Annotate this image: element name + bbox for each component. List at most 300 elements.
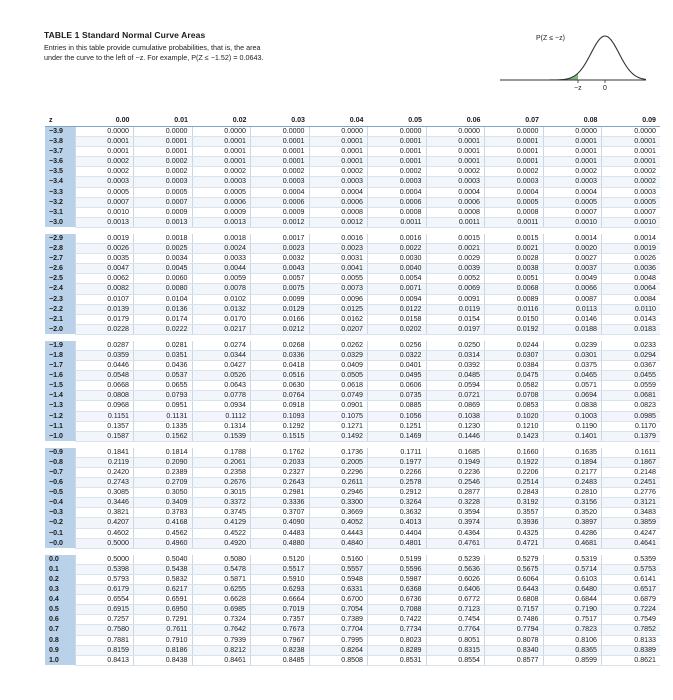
probability-cell: 0.6026 bbox=[426, 574, 485, 584]
probability-cell: 0.3409 bbox=[134, 498, 193, 508]
probability-cell: 0.1977 bbox=[368, 457, 427, 467]
table-row bbox=[45, 605, 660, 615]
column-header: 0.04 bbox=[309, 116, 368, 127]
table-row bbox=[45, 498, 660, 508]
probability-cell: 0.7517 bbox=[543, 615, 602, 625]
probability-cell: 0.1292 bbox=[251, 421, 310, 431]
probability-cell: 0.2981 bbox=[251, 488, 310, 498]
probability-cell: 0.4840 bbox=[309, 538, 368, 548]
probability-cell: 0.0256 bbox=[368, 341, 427, 351]
z-value-cell: −2.0 bbox=[45, 324, 75, 334]
probability-cell: 0.4247 bbox=[602, 528, 661, 538]
table-row bbox=[45, 625, 660, 635]
z-value-cell: 0.8 bbox=[45, 635, 75, 645]
probability-cell: 0.0301 bbox=[543, 350, 602, 360]
probability-cell: 0.7190 bbox=[543, 605, 602, 615]
probability-cell: 0.3783 bbox=[134, 508, 193, 518]
probability-cell: 0.0008 bbox=[368, 207, 427, 217]
probability-cell: 0.0110 bbox=[602, 304, 661, 314]
probability-cell: 0.0000 bbox=[485, 127, 544, 137]
probability-cell: 0.0001 bbox=[368, 147, 427, 157]
z-value-cell: −2.8 bbox=[45, 244, 75, 254]
probability-cell: 0.1660 bbox=[485, 448, 544, 458]
probability-cell: 0.0008 bbox=[309, 207, 368, 217]
probability-cell: 0.0007 bbox=[543, 207, 602, 217]
probability-cell: 0.4207 bbox=[75, 518, 134, 528]
probability-cell: 0.7764 bbox=[426, 625, 485, 635]
probability-cell: 0.0630 bbox=[251, 381, 310, 391]
probability-cell: 0.0071 bbox=[368, 284, 427, 294]
probability-cell: 0.0004 bbox=[543, 187, 602, 197]
probability-cell: 0.8531 bbox=[368, 655, 427, 665]
z-value-cell: −3.4 bbox=[45, 177, 75, 187]
probability-cell: 0.0007 bbox=[134, 197, 193, 207]
z-value-cell: 0.2 bbox=[45, 574, 75, 584]
probability-cell: 0.0055 bbox=[309, 274, 368, 284]
probability-cell: 0.0162 bbox=[309, 314, 368, 324]
probability-cell: 0.0102 bbox=[192, 294, 251, 304]
probability-cell: 0.1131 bbox=[134, 411, 193, 421]
table-row bbox=[45, 574, 660, 584]
probability-cell: 0.0089 bbox=[485, 294, 544, 304]
probability-cell: 0.7357 bbox=[251, 615, 310, 625]
probability-cell: 0.7910 bbox=[134, 635, 193, 645]
probability-cell: 0.0001 bbox=[309, 137, 368, 147]
table-row bbox=[45, 518, 660, 528]
probability-cell: 0.7549 bbox=[602, 615, 661, 625]
table-title bbox=[44, 30, 404, 40]
probability-cell: 0.7823 bbox=[543, 625, 602, 635]
probability-cell: 0.0001 bbox=[309, 157, 368, 167]
probability-cell: 0.0281 bbox=[134, 341, 193, 351]
probability-cell: 0.0005 bbox=[485, 197, 544, 207]
z-value-cell: −0.9 bbox=[45, 448, 75, 458]
probability-cell: 0.2206 bbox=[485, 468, 544, 478]
probability-cell: 0.0010 bbox=[602, 217, 661, 227]
probability-cell: 0.0104 bbox=[134, 294, 193, 304]
probability-cell: 0.8238 bbox=[251, 645, 310, 655]
z-value-cell: −0.7 bbox=[45, 468, 75, 478]
probability-cell: 0.7734 bbox=[368, 625, 427, 635]
probability-cell: 0.8554 bbox=[426, 655, 485, 665]
probability-cell: 0.0228 bbox=[75, 324, 134, 334]
probability-cell: 0.0001 bbox=[75, 137, 134, 147]
probability-cell: 0.0003 bbox=[485, 177, 544, 187]
probability-cell: 0.0045 bbox=[134, 264, 193, 274]
probability-cell: 0.0885 bbox=[368, 401, 427, 411]
probability-cell: 0.0000 bbox=[602, 127, 661, 137]
table-row bbox=[45, 361, 660, 371]
probability-cell: 0.0082 bbox=[75, 284, 134, 294]
probability-cell: 0.0019 bbox=[602, 244, 661, 254]
probability-cell: 0.3446 bbox=[75, 498, 134, 508]
probability-cell: 0.0062 bbox=[75, 274, 134, 284]
probability-cell: 0.0113 bbox=[543, 304, 602, 314]
probability-cell: 0.6700 bbox=[309, 595, 368, 605]
probability-cell: 0.0017 bbox=[251, 234, 310, 244]
probability-cell: 0.8485 bbox=[251, 655, 310, 665]
probability-cell: 0.0233 bbox=[602, 341, 661, 351]
z-value-cell: −2.2 bbox=[45, 304, 75, 314]
table-row bbox=[45, 431, 660, 441]
probability-cell: 0.5517 bbox=[251, 564, 310, 574]
probability-cell: 0.0001 bbox=[251, 157, 310, 167]
probability-cell: 0.8106 bbox=[543, 635, 602, 645]
table-description bbox=[44, 43, 404, 63]
table-row bbox=[45, 448, 660, 458]
probability-cell: 0.2420 bbox=[75, 468, 134, 478]
probability-cell: 0.1867 bbox=[602, 457, 661, 467]
table-row bbox=[45, 555, 660, 565]
probability-cell: 0.6844 bbox=[543, 595, 602, 605]
probability-cell: 0.1251 bbox=[368, 421, 427, 431]
probability-cell: 0.0011 bbox=[485, 217, 544, 227]
z-value-cell: −2.4 bbox=[45, 284, 75, 294]
probability-cell: 0.8621 bbox=[602, 655, 661, 665]
z-value-cell: 0.5 bbox=[45, 605, 75, 615]
probability-cell: 0.0026 bbox=[602, 254, 661, 264]
probability-cell: 0.2266 bbox=[368, 468, 427, 478]
probability-cell: 0.0262 bbox=[309, 341, 368, 351]
probability-cell: 0.0002 bbox=[134, 157, 193, 167]
probability-cell: 0.7967 bbox=[251, 635, 310, 645]
probability-cell: 0.7257 bbox=[75, 615, 134, 625]
probability-cell: 0.1038 bbox=[426, 411, 485, 421]
probability-cell: 0.7157 bbox=[485, 605, 544, 615]
probability-cell: 0.6103 bbox=[543, 574, 602, 584]
probability-cell: 0.1003 bbox=[543, 411, 602, 421]
probability-cell: 0.1922 bbox=[485, 457, 544, 467]
table-row bbox=[45, 595, 660, 605]
probability-cell: 0.0002 bbox=[309, 167, 368, 177]
probability-cell: 0.7291 bbox=[134, 615, 193, 625]
normal-table bbox=[45, 116, 660, 666]
probability-cell: 0.0004 bbox=[485, 187, 544, 197]
probability-cell: 0.0001 bbox=[543, 137, 602, 147]
probability-cell: 0.0000 bbox=[426, 127, 485, 137]
probability-cell: 0.5359 bbox=[602, 555, 661, 565]
probability-cell: 0.0116 bbox=[485, 304, 544, 314]
probability-cell: 0.0006 bbox=[192, 197, 251, 207]
probability-cell: 0.0344 bbox=[192, 350, 251, 360]
table-row bbox=[45, 234, 660, 244]
probability-cell: 0.0505 bbox=[309, 371, 368, 381]
probability-cell: 0.2483 bbox=[543, 478, 602, 488]
probability-cell: 0.5160 bbox=[309, 555, 368, 565]
probability-cell: 0.7389 bbox=[309, 615, 368, 625]
table-row bbox=[45, 157, 660, 167]
probability-cell: 0.8577 bbox=[485, 655, 544, 665]
probability-cell: 0.4721 bbox=[485, 538, 544, 548]
probability-cell: 0.0571 bbox=[543, 381, 602, 391]
column-header: 0.00 bbox=[75, 116, 134, 127]
probability-cell: 0.8051 bbox=[426, 635, 485, 645]
probability-cell: 0.0043 bbox=[251, 264, 310, 274]
table-row bbox=[45, 528, 660, 538]
probability-cell: 0.0099 bbox=[251, 294, 310, 304]
probability-cell: 0.7422 bbox=[368, 615, 427, 625]
probability-cell: 0.0009 bbox=[192, 207, 251, 217]
probability-cell: 0.6808 bbox=[485, 595, 544, 605]
probability-cell: 0.0003 bbox=[309, 177, 368, 187]
probability-cell: 0.5871 bbox=[192, 574, 251, 584]
probability-cell: 0.0001 bbox=[543, 157, 602, 167]
probability-cell: 0.0002 bbox=[251, 167, 310, 177]
probability-cell: 0.0934 bbox=[192, 401, 251, 411]
probability-cell: 0.0918 bbox=[251, 401, 310, 411]
z-value-cell: −0.2 bbox=[45, 518, 75, 528]
z-value-cell: −1.4 bbox=[45, 391, 75, 401]
probability-cell: 0.5319 bbox=[543, 555, 602, 565]
probability-annotation: P(Z ≤ −z) bbox=[536, 35, 565, 42]
probability-cell: 0.7019 bbox=[251, 605, 310, 615]
z-value-cell: 0.9 bbox=[45, 645, 75, 655]
column-header: 0.08 bbox=[543, 116, 602, 127]
probability-cell: 0.0217 bbox=[192, 324, 251, 334]
probability-cell: 0.0001 bbox=[602, 147, 661, 157]
probability-cell: 0.2843 bbox=[485, 488, 544, 498]
probability-cell: 0.0129 bbox=[251, 304, 310, 314]
normal-table-container bbox=[45, 116, 660, 666]
probability-cell: 0.0002 bbox=[543, 167, 602, 177]
table-row bbox=[45, 207, 660, 217]
column-header: 0.03 bbox=[251, 116, 310, 127]
probability-cell: 0.1056 bbox=[368, 411, 427, 421]
probability-cell: 0.0823 bbox=[602, 401, 661, 411]
probability-cell: 0.5080 bbox=[192, 555, 251, 565]
table-row bbox=[45, 137, 660, 147]
table-row bbox=[45, 167, 660, 177]
probability-cell: 0.0002 bbox=[75, 157, 134, 167]
probability-cell: 0.1762 bbox=[251, 448, 310, 458]
probability-cell: 0.0516 bbox=[251, 371, 310, 381]
probability-cell: 0.0274 bbox=[192, 341, 251, 351]
probability-cell: 0.0012 bbox=[251, 217, 310, 227]
probability-cell: 0.0006 bbox=[309, 197, 368, 207]
description-line-2: under the curve to the left of −z. For example, P(Z ≤ −1.52) = 0.0643. bbox=[44, 53, 264, 62]
probability-cell: 0.0048 bbox=[602, 274, 661, 284]
probability-cell: 0.4129 bbox=[192, 518, 251, 528]
probability-cell: 0.8438 bbox=[134, 655, 193, 665]
z-value-cell: −3.9 bbox=[45, 127, 75, 137]
table-row bbox=[45, 508, 660, 518]
probability-cell: 0.0078 bbox=[192, 284, 251, 294]
probability-cell: 0.0039 bbox=[426, 264, 485, 274]
probability-cell: 0.1736 bbox=[309, 448, 368, 458]
probability-cell: 0.5910 bbox=[251, 574, 310, 584]
probability-cell: 0.0427 bbox=[192, 361, 251, 371]
probability-cell: 0.0764 bbox=[251, 391, 310, 401]
probability-cell: 0.1190 bbox=[543, 421, 602, 431]
probability-cell: 0.6331 bbox=[309, 585, 368, 595]
probability-cell: 0.0084 bbox=[602, 294, 661, 304]
probability-cell: 0.1210 bbox=[485, 421, 544, 431]
probability-cell: 0.5478 bbox=[192, 564, 251, 574]
probability-cell: 0.7995 bbox=[309, 635, 368, 645]
z-value-cell: −3.7 bbox=[45, 147, 75, 157]
table-label: TABLE 1 bbox=[44, 30, 80, 40]
probability-cell: 0.0119 bbox=[426, 304, 485, 314]
table-row bbox=[45, 341, 660, 351]
probability-cell: 0.0951 bbox=[134, 401, 193, 411]
probability-cell: 0.0028 bbox=[485, 254, 544, 264]
probability-cell: 0.4681 bbox=[543, 538, 602, 548]
probability-cell: 0.0001 bbox=[251, 137, 310, 147]
probability-cell: 0.2709 bbox=[134, 478, 193, 488]
probability-cell: 0.0031 bbox=[309, 254, 368, 264]
column-header: 0.09 bbox=[602, 116, 661, 127]
probability-cell: 0.0166 bbox=[251, 314, 310, 324]
probability-cell: 0.0002 bbox=[192, 167, 251, 177]
probability-cell: 0.0049 bbox=[543, 274, 602, 284]
probability-cell: 0.0008 bbox=[426, 207, 485, 217]
z-value-cell: −1.9 bbox=[45, 341, 75, 351]
probability-cell: 0.1562 bbox=[134, 431, 193, 441]
probability-cell: 0.3300 bbox=[309, 498, 368, 508]
table-row bbox=[45, 411, 660, 421]
z-value-cell: 0.4 bbox=[45, 595, 75, 605]
probability-cell: 0.8159 bbox=[75, 645, 134, 655]
z-value-cell: −1.5 bbox=[45, 381, 75, 391]
table-row bbox=[45, 401, 660, 411]
probability-cell: 0.0011 bbox=[426, 217, 485, 227]
z-value-cell: −3.6 bbox=[45, 157, 75, 167]
probability-cell: 0.6915 bbox=[75, 605, 134, 615]
probability-cell: 0.7794 bbox=[485, 625, 544, 635]
table-row bbox=[45, 177, 660, 187]
probability-cell: 0.0013 bbox=[75, 217, 134, 227]
probability-cell: 0.0001 bbox=[426, 137, 485, 147]
probability-cell: 0.4483 bbox=[251, 528, 310, 538]
probability-cell: 0.3520 bbox=[543, 508, 602, 518]
column-header-row bbox=[45, 116, 660, 127]
probability-cell: 0.0351 bbox=[134, 350, 193, 360]
z-value-cell: −2.5 bbox=[45, 274, 75, 284]
probability-cell: 0.0001 bbox=[368, 137, 427, 147]
probability-cell: 0.0016 bbox=[368, 234, 427, 244]
probability-cell: 0.5239 bbox=[426, 555, 485, 565]
probability-cell: 0.0012 bbox=[309, 217, 368, 227]
probability-cell: 0.0035 bbox=[75, 254, 134, 264]
probability-cell: 0.1335 bbox=[134, 421, 193, 431]
z-value-cell: 0.0 bbox=[45, 555, 75, 565]
probability-cell: 0.1814 bbox=[134, 448, 193, 458]
probability-cell: 0.4090 bbox=[251, 518, 310, 528]
probability-cell: 0.8413 bbox=[75, 655, 134, 665]
probability-cell: 0.2877 bbox=[426, 488, 485, 498]
probability-cell: 0.6772 bbox=[426, 595, 485, 605]
probability-cell: 0.2061 bbox=[192, 457, 251, 467]
z-value-cell: −3.5 bbox=[45, 167, 75, 177]
probability-cell: 0.1685 bbox=[426, 448, 485, 458]
probability-cell: 0.0582 bbox=[485, 381, 544, 391]
probability-cell: 0.0268 bbox=[251, 341, 310, 351]
probability-cell: 0.0606 bbox=[368, 381, 427, 391]
probability-cell: 0.5832 bbox=[134, 574, 193, 584]
table-row bbox=[45, 294, 660, 304]
probability-cell: 0.2148 bbox=[602, 468, 661, 478]
probability-cell: 0.0125 bbox=[309, 304, 368, 314]
probability-cell: 0.0001 bbox=[602, 157, 661, 167]
probability-cell: 0.1357 bbox=[75, 421, 134, 431]
probability-cell: 0.0287 bbox=[75, 341, 134, 351]
probability-cell: 0.8461 bbox=[192, 655, 251, 665]
probability-cell: 0.0475 bbox=[485, 371, 544, 381]
probability-cell: 0.0091 bbox=[426, 294, 485, 304]
probability-cell: 0.4522 bbox=[192, 528, 251, 538]
table-row bbox=[45, 187, 660, 197]
z-value-cell: 1.0 bbox=[45, 655, 75, 665]
probability-cell: 0.7852 bbox=[602, 625, 661, 635]
z-value-cell: −1.6 bbox=[45, 371, 75, 381]
probability-cell: 0.8078 bbox=[485, 635, 544, 645]
probability-cell: 0.0158 bbox=[368, 314, 427, 324]
probability-cell: 0.3594 bbox=[426, 508, 485, 518]
probability-cell: 0.0001 bbox=[75, 147, 134, 157]
table-row bbox=[45, 197, 660, 207]
probability-cell: 0.0068 bbox=[485, 284, 544, 294]
probability-cell: 0.0004 bbox=[426, 187, 485, 197]
probability-cell: 0.0003 bbox=[75, 177, 134, 187]
probability-cell: 0.0000 bbox=[75, 127, 134, 137]
probability-cell: 0.0047 bbox=[75, 264, 134, 274]
probability-cell: 0.2451 bbox=[602, 478, 661, 488]
probability-cell: 0.0869 bbox=[426, 401, 485, 411]
table-header bbox=[44, 30, 404, 63]
normal-curve-line bbox=[500, 36, 646, 80]
table-row bbox=[45, 468, 660, 478]
table-row bbox=[45, 371, 660, 381]
probability-cell: 0.2743 bbox=[75, 478, 134, 488]
probability-cell: 0.0025 bbox=[134, 244, 193, 254]
probability-cell: 0.3632 bbox=[368, 508, 427, 518]
probability-cell: 0.0051 bbox=[485, 274, 544, 284]
probability-cell: 0.0465 bbox=[543, 371, 602, 381]
probability-cell: 0.5714 bbox=[543, 564, 602, 574]
z-value-cell: −0.3 bbox=[45, 508, 75, 518]
probability-cell: 0.0003 bbox=[543, 177, 602, 187]
probability-cell: 0.0005 bbox=[134, 187, 193, 197]
probability-cell: 0.0001 bbox=[192, 137, 251, 147]
probability-cell: 0.4960 bbox=[134, 538, 193, 548]
probability-cell: 0.0003 bbox=[251, 177, 310, 187]
probability-cell: 0.2005 bbox=[309, 457, 368, 467]
probability-cell: 0.0022 bbox=[368, 244, 427, 254]
probability-cell: 0.4364 bbox=[426, 528, 485, 538]
probability-cell: 0.6985 bbox=[192, 605, 251, 615]
probability-cell: 0.6950 bbox=[134, 605, 193, 615]
probability-cell: 0.0968 bbox=[75, 401, 134, 411]
probability-cell: 0.2810 bbox=[543, 488, 602, 498]
probability-cell: 0.7123 bbox=[426, 605, 485, 615]
probability-cell: 0.7673 bbox=[251, 625, 310, 635]
probability-cell: 0.2611 bbox=[309, 478, 368, 488]
probability-cell: 0.1587 bbox=[75, 431, 134, 441]
probability-cell: 0.2546 bbox=[426, 478, 485, 488]
probability-cell: 0.3156 bbox=[543, 498, 602, 508]
probability-cell: 0.8508 bbox=[309, 655, 368, 665]
probability-cell: 0.0066 bbox=[543, 284, 602, 294]
probability-cell: 0.0027 bbox=[543, 254, 602, 264]
probability-cell: 0.0005 bbox=[602, 197, 661, 207]
probability-cell: 0.0057 bbox=[251, 274, 310, 284]
probability-cell: 0.1314 bbox=[192, 421, 251, 431]
probability-cell: 0.0139 bbox=[75, 304, 134, 314]
probability-cell: 0.2946 bbox=[309, 488, 368, 498]
probability-cell: 0.3085 bbox=[75, 488, 134, 498]
probability-cell: 0.0073 bbox=[309, 284, 368, 294]
probability-cell: 0.2296 bbox=[309, 468, 368, 478]
